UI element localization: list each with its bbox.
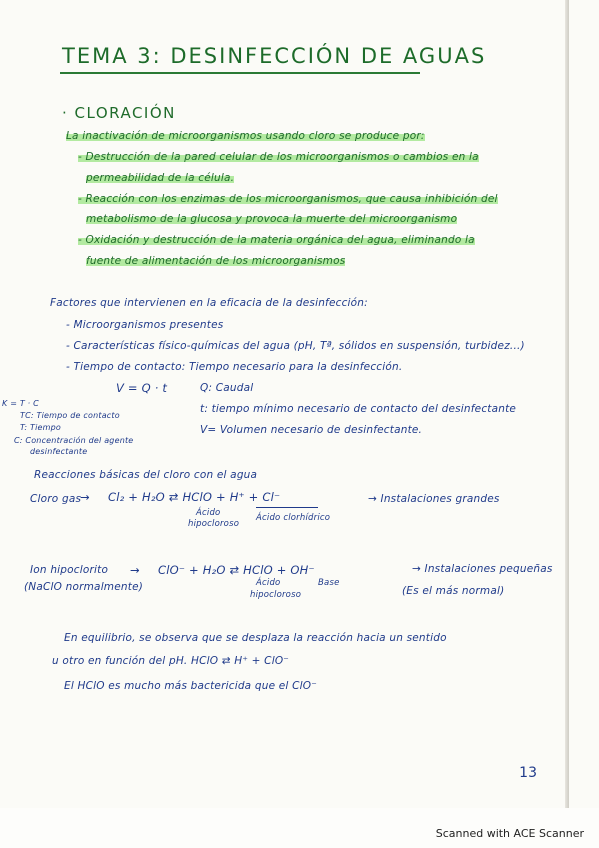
- formula-def-v: V= Volumen necesario de desinfectante.: [200, 424, 423, 436]
- bullet-1: - Destrucción de la pared celular de los microorganismos o cambios en la: [78, 151, 479, 163]
- bullet-1-cont: permeabilidad de la célula.: [86, 172, 235, 184]
- reaction2-note: → Instalaciones pequeñas: [412, 563, 553, 575]
- factors-intro: Factores que intervienen en la eficacia de la desinfección:: [50, 297, 368, 309]
- bullet-3-cont: fuente de alimentación de los microorganismos: [86, 255, 346, 267]
- bullet-2: - Reacción con los enzimas de los microorganismos, que causa inhibición del: [78, 193, 498, 205]
- side-note-t: T: Tiempo: [20, 423, 61, 432]
- page-title: TEMA 3: DESINFECCIÓN DE AGUAS: [62, 44, 487, 68]
- factor-2: - Características físico-químicas del agua (pH, Tª, sólidos en suspensión, turbidez...): [66, 340, 525, 352]
- equilibrium-line-1: En equilibrio, se observa que se desplaza la reacción hacia un sentido: [64, 632, 447, 644]
- reaction2-equation: ClO⁻ + H₂O ⇄ HClO + OH⁻: [158, 563, 315, 577]
- reaction1-sub-hcl: Ácido clorhídrico: [256, 513, 331, 523]
- reaction2-label2: (NaClO normalmente): [24, 581, 144, 593]
- bullet-3: - Oxidación y destrucción de la materia orgánica del agua, eliminando la: [78, 234, 475, 246]
- reaction2-sub-base: Base: [318, 578, 340, 588]
- factor-3: - Tiempo de contacto: Tiempo necesario para la desinfección.: [66, 361, 403, 373]
- section-heading: · CLORACIÓN: [62, 104, 176, 122]
- side-note-c-cont: desinfectante: [30, 447, 88, 456]
- side-note-tc: TC: Tiempo de contacto: [20, 411, 120, 420]
- factor-1: - Microorganismos presentes: [66, 319, 224, 331]
- equilibrium-line-3: El HClO es mucho más bactericida que el ClO⁻: [64, 680, 317, 692]
- reactions-intro: Reacciones básicas del cloro con el agua: [34, 469, 258, 481]
- reaction2-label: Ion hipoclorito: [30, 564, 109, 576]
- title-underline: [60, 72, 420, 74]
- scanner-watermark: Scanned with ACE Scanner: [435, 827, 584, 840]
- reaction2-sub-hipocloroso: hipocloroso: [250, 590, 302, 600]
- reaction1-sub-hipocloroso: hipocloroso: [188, 519, 240, 529]
- page-edge: [565, 0, 569, 808]
- reaction1-note: → Instalaciones grandes: [368, 493, 500, 505]
- reaction1-brace: [256, 507, 318, 508]
- side-note-k: K = T · C: [2, 399, 39, 408]
- reaction1-sub-acid: Ácido: [196, 508, 221, 518]
- reaction2-note2: (Es el más normal): [402, 585, 505, 597]
- reaction1-equation: Cl₂ + H₂O ⇄ HClO + H⁺ + Cl⁻: [108, 490, 281, 504]
- equilibrium-line-2: u otro en función del pH. HClO ⇄ H⁺ + ClO⁻: [52, 655, 290, 667]
- reaction1-arrow: →: [80, 490, 90, 504]
- side-note-c: C: Concentración del agente: [14, 436, 134, 445]
- bullet-2-cont: metabolismo de la glucosa y provoca la muerte del microorganismo: [86, 213, 458, 225]
- formula-main: V = Q · t: [116, 381, 168, 395]
- formula-def-t: t: tiempo mínimo necesario de contacto del desinfectante: [200, 403, 517, 415]
- reaction1-label: Cloro gas: [30, 493, 82, 505]
- reaction2-sub-acid: Ácido: [256, 578, 281, 588]
- page-number: 13: [519, 765, 537, 781]
- formula-def-q: Q: Caudal: [200, 382, 254, 394]
- reaction2-arrow: →: [130, 563, 140, 577]
- intro-text: La inactivación de microorganismos usando cloro se produce por:: [66, 130, 425, 142]
